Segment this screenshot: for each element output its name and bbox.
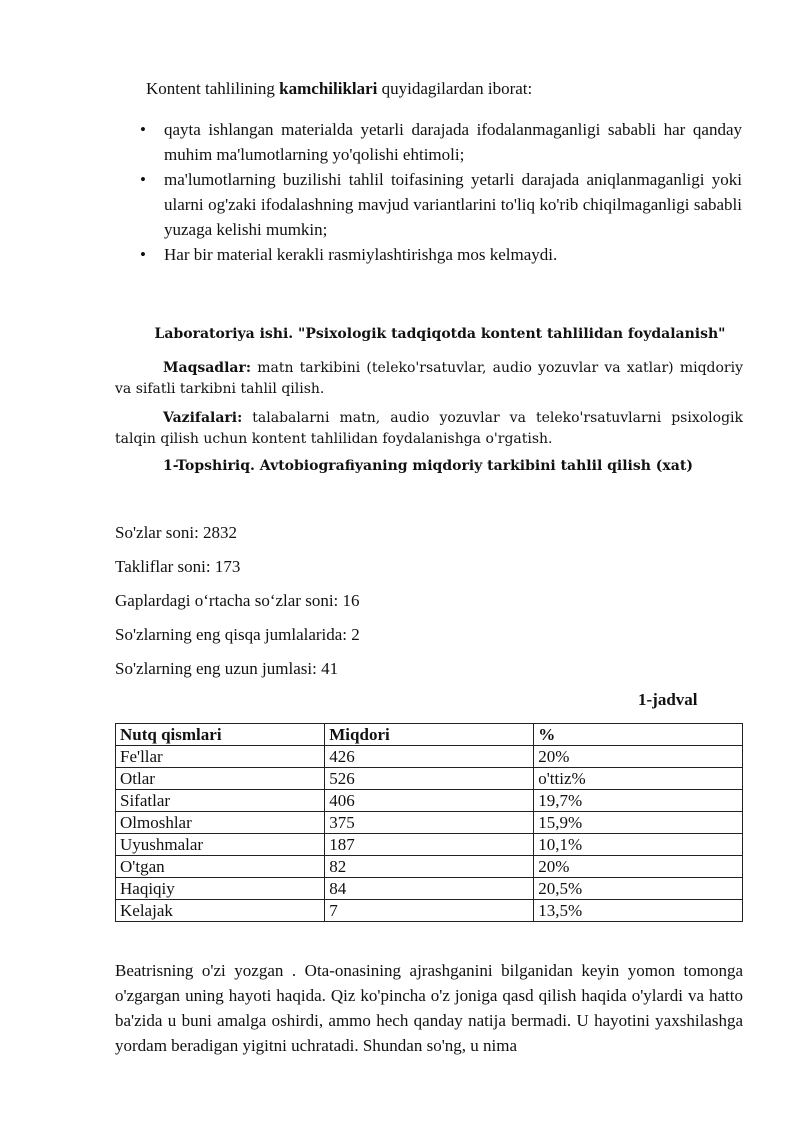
- table-cell: 82: [325, 856, 534, 878]
- table-cell: Haqiqiy: [116, 878, 325, 900]
- table-cell: 20%: [534, 746, 743, 768]
- table-row: [116, 878, 743, 900]
- table-cell: Uyushmalar: [116, 834, 325, 856]
- task1-heading: 1-Topshiriq. Avtobiografiyaning miqdoriy tarkibini tahlil qilish (xat): [163, 458, 693, 474]
- list-item-text: qayta ishlangan materialda yetarli darajada ifodalanmaganligi sababli har qanday muhim ma'lumotlarning yo'qolishi ehtimoli;: [164, 120, 742, 164]
- table-cell: 187: [325, 834, 534, 856]
- story-paragraph: Beatrisning o'zi yozgan . Ota-onasining ajrashganini bilganidan keyin yomon tomonga o'zgargan uning hayoti haqida. Qiz ko'pincha o'z joniga qasd qilish haqida o'ylardi va hatto ba'zida u buni amalga oshirdi, ammo hech qanday natija bermadi. U hayotini yaxshilashga yordam beradigan yigitni uchratadi. Shundan so'ng, u nima: [115, 961, 743, 1055]
- stat-line: So'zlarning eng qisqa jumlalarida: 2: [115, 625, 360, 644]
- bullet-icon: •: [140, 120, 146, 139]
- table-header-row: [116, 724, 743, 746]
- table-cell: 20%: [534, 856, 743, 878]
- list-item: [140, 167, 742, 242]
- list-item-text: Har bir material kerakli rasmiylashtirishga mos kelmaydi.: [164, 245, 558, 264]
- intro-bold: kamchiliklari: [279, 79, 378, 98]
- goals-paragraph: [115, 358, 743, 400]
- column-header: Nutq qismlari: [116, 724, 325, 746]
- list-item-text: ma'lumotlarning buzilishi tahlil toifasining yetarli darajada aniqlanmaganligi yoki ularni og'zaki ifodalashning mavjud variantlarini to'liq ko'rib chiqilmaganligi sababli yuzaga kelishi mumkin;: [164, 170, 742, 239]
- table-caption: 1-jadval: [638, 690, 698, 709]
- goals-text: matn tarkibini (teleko'rsatuvlar, audio yozuvlar va xatlar) miqdoriy va sifatli tarkibni tahlil qilish.: [115, 360, 743, 397]
- table-row: [116, 768, 743, 790]
- parts-of-speech-table: [115, 723, 743, 922]
- table-cell: O'tgan: [116, 856, 325, 878]
- table-cell: 15,9%: [534, 812, 743, 834]
- table-row: [116, 812, 743, 834]
- column-header: Miqdori: [325, 724, 534, 746]
- table-row: [116, 790, 743, 812]
- tasks-text: talabalarni matn, audio yozuvlar va teleko'rsatuvlarni psixologik talqin qilish uchun kontent tahlilidan foydalanishga o'rgatish.: [115, 410, 743, 447]
- table-cell: Kelajak: [116, 900, 325, 922]
- bullet-icon: •: [140, 245, 146, 264]
- table-row: [116, 856, 743, 878]
- table-cell: 7: [325, 900, 534, 922]
- list-item: [140, 117, 742, 167]
- lab-title: Laboratoriya ishi. "Psixologik tadqiqotda kontent tahlilidan foydalanish": [154, 326, 726, 342]
- stat-line: Gaplardagi o‘rtacha so‘zlar soni: 16: [115, 591, 360, 610]
- stat-line: Takliflar soni: 173: [115, 557, 241, 576]
- table-cell: Olmoshlar: [116, 812, 325, 834]
- intro-prefix: Kontent tahlilining: [146, 79, 280, 98]
- table-cell: Sifatlar: [116, 790, 325, 812]
- table-cell: Otlar: [116, 768, 325, 790]
- bullet-icon: •: [140, 170, 146, 189]
- table-cell: 406: [325, 790, 534, 812]
- table-cell: 84: [325, 878, 534, 900]
- goals-label: Maqsadlar:: [163, 360, 252, 376]
- tasks-paragraph: [115, 408, 743, 450]
- table-cell: 13,5%: [534, 900, 743, 922]
- table-row: [116, 746, 743, 768]
- table-cell: 526: [325, 768, 534, 790]
- shortcomings-list: [140, 117, 742, 267]
- table-cell: 20,5%: [534, 878, 743, 900]
- tasks-label: Vazifalari:: [163, 410, 243, 426]
- table-row: [116, 834, 743, 856]
- stat-line: So'zlar soni: 2832: [115, 523, 238, 542]
- intro-suffix: quyidagilardan iborat:: [377, 79, 533, 98]
- table-cell: Fe'llar: [116, 746, 325, 768]
- table-row: [116, 900, 743, 922]
- list-item: [140, 242, 742, 267]
- table-cell: 19,7%: [534, 790, 743, 812]
- intro-line: [146, 76, 532, 102]
- table-cell: o'ttiz%: [534, 768, 743, 790]
- stat-line: So'zlarning eng uzun jumlasi: 41: [115, 659, 339, 678]
- column-header: %: [534, 724, 743, 746]
- table-cell: 426: [325, 746, 534, 768]
- table-cell: 375: [325, 812, 534, 834]
- table-cell: 10,1%: [534, 834, 743, 856]
